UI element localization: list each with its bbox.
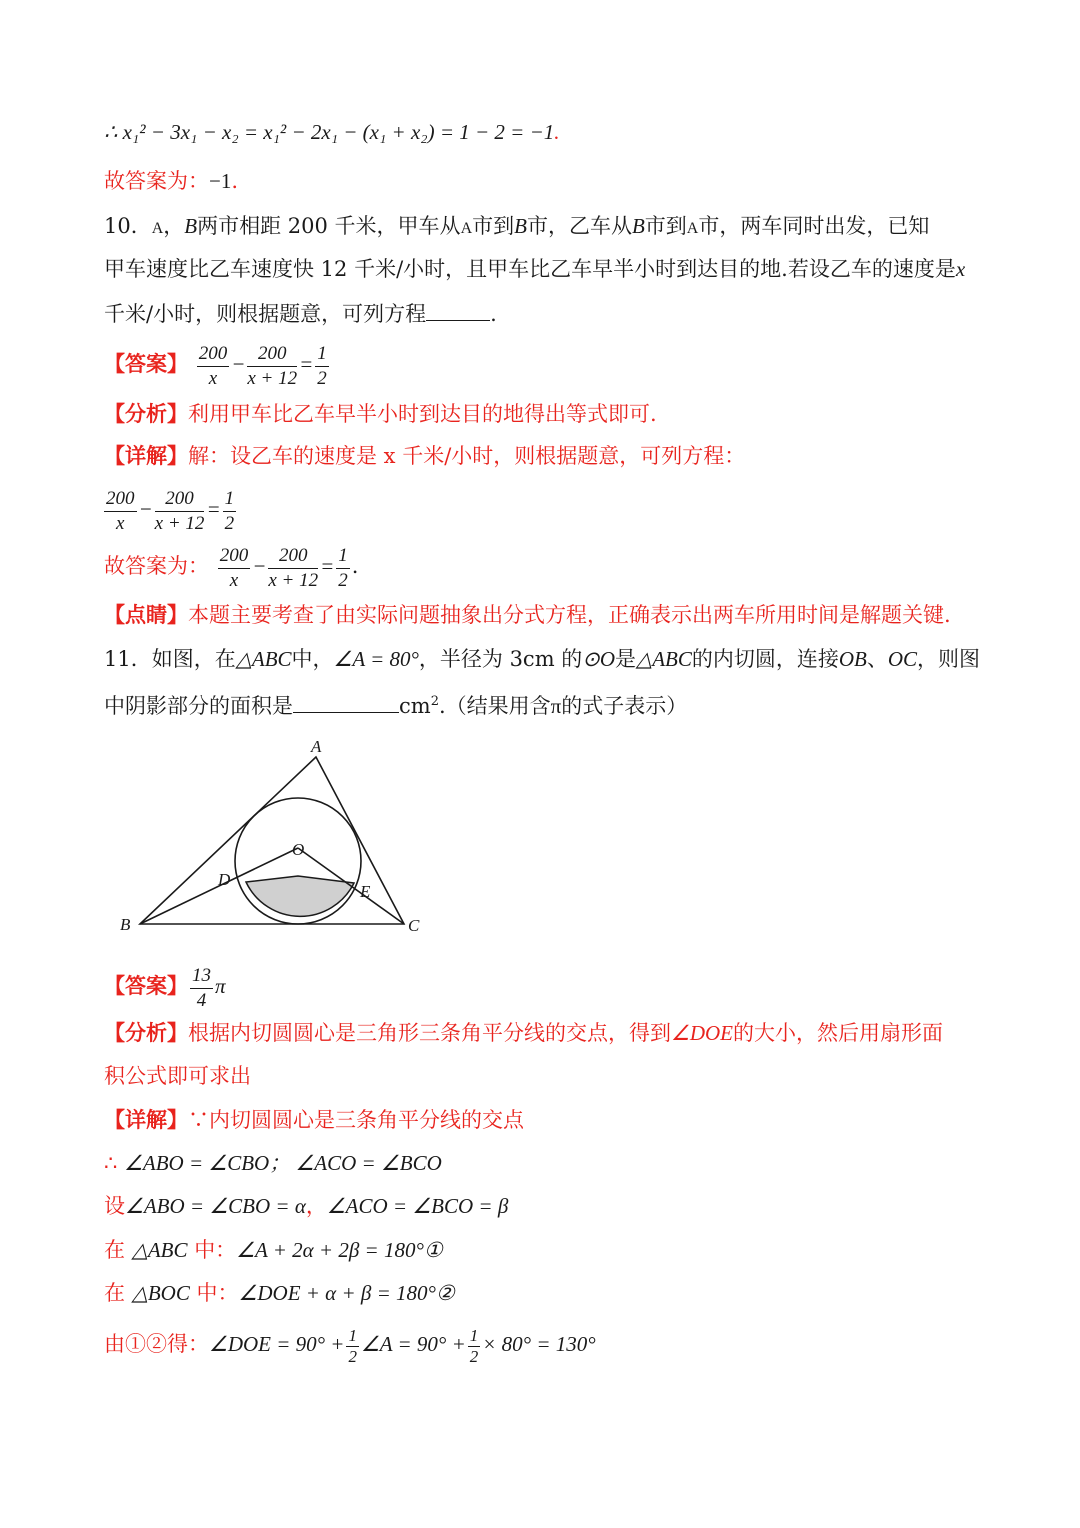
detail-text: ∵内切圆圆心是三条角平分线的交点 — [188, 1108, 524, 1132]
circle-o: ⊙O — [582, 647, 616, 671]
comment-10 — [104, 600, 980, 630]
answer-blank — [293, 690, 399, 713]
step-1 — [104, 1148, 980, 1178]
step-label: 设 — [104, 1194, 125, 1218]
fraction: $\frac{1}{2}$ — [338, 544, 348, 591]
comment-text: 本题主要考查了由实际问题抽象出分式方程，正确表示出两车所用时间是解题关键. — [188, 603, 951, 627]
period: . — [554, 120, 560, 144]
unit-exponent: 2 — [430, 694, 439, 709]
variable-x: x — [955, 257, 966, 281]
detail-10 — [104, 441, 980, 471]
step-label: 在 — [104, 1238, 125, 1262]
city-b: B — [631, 214, 645, 238]
triangle-boc: △BOC — [131, 1281, 190, 1305]
analysis-11-line-2 — [104, 1061, 980, 1091]
text: 市，两车同时出发，已知 — [698, 214, 930, 238]
detail-text: 解：设乙车的速度是 x 千米/小时，则根据题意，可列方程： — [188, 444, 746, 468]
step-4 — [104, 1278, 980, 1308]
detail-label: 【详解】 — [104, 443, 188, 468]
step-math: ∠ABO = ∠CBO = α — [125, 1194, 306, 1218]
fraction: $\frac{200}{x}$ — [106, 487, 135, 534]
city-b: B — [514, 214, 527, 238]
separator: 、 — [866, 647, 888, 671]
fraction: $\frac{200}{x}$ — [198, 342, 228, 389]
fraction: $\frac{200}{x}$ — [219, 544, 249, 591]
step-label: 在 — [104, 1281, 125, 1305]
angle-doe: ∠DOE — [671, 1021, 733, 1045]
label-o: O — [292, 840, 305, 859]
question-10-line-3 — [104, 298, 980, 329]
triangle-abc: △ABC — [131, 1238, 188, 1262]
text: ，则图 — [917, 647, 981, 671]
answer-label: 【答案】 — [104, 973, 188, 998]
step-label: 中： — [194, 1238, 237, 1262]
analysis-10 — [104, 399, 980, 429]
period: . — [490, 302, 497, 326]
step-math: ∠A + 2α + 2β = 180°① — [236, 1238, 443, 1262]
answer-statement-10: 故答案为： $\frac{200}{x}$ − $\frac{200}{x + 12}$ = $\frac{1}{2}$ . — [104, 544, 359, 591]
answer-prefix: 故答案为： — [104, 169, 209, 193]
city-a: A — [460, 220, 473, 237]
answer-10: 【答案】 $\frac{200}{x}$ − $\frac{200}{x + 12}$ = $\frac{1}{2}$ — [104, 342, 327, 389]
step-math: ∠ACO = ∠BCO = β — [326, 1194, 509, 1218]
text: 的式子表示） — [561, 694, 688, 718]
segment-oc: OC — [887, 647, 918, 671]
answer-statement-9 — [104, 166, 980, 196]
period: . — [351, 554, 359, 578]
analysis-text: 利用甲车比乙车早半小时到达目的地得出等式即可. — [188, 402, 657, 426]
equation-10: $\frac{200}{x}$ − $\frac{200}{x + 12}$ = $\frac{1}{2}$ — [106, 487, 235, 534]
text: 的内切圆，连接 — [691, 647, 839, 671]
step-label: 由①②得： — [104, 1332, 209, 1356]
pi-symbol: π — [550, 694, 562, 718]
answer-blank — [426, 298, 490, 321]
text: 市到 — [472, 214, 515, 238]
unit: cm — [399, 694, 431, 718]
question-11-line-2 — [104, 687, 980, 721]
analysis-label: 【分析】 — [104, 401, 188, 426]
text: ，半径为 3cm 的 — [418, 647, 583, 671]
step-math: ∠DOE + α + β = 180°② — [238, 1281, 455, 1305]
fraction: $\frac{1}{2}$ — [224, 487, 235, 534]
city-a: A — [151, 220, 164, 237]
analysis-label: 【分析】 — [104, 1020, 188, 1045]
label-a: A — [311, 737, 322, 756]
triangle-abc: △ABC — [636, 647, 692, 671]
answer-11 — [104, 960, 980, 1013]
fraction: $\frac{200}{x + 12}$ — [247, 342, 298, 389]
analysis-text: 的大小，然后用扇形面 — [733, 1021, 943, 1045]
question-10-line-1 — [104, 211, 980, 244]
fraction: $\frac{200}{x + 12}$ — [154, 487, 205, 534]
segment-ob: OB — [838, 647, 867, 671]
question-11-line-1 — [104, 644, 980, 674]
label-d: D — [218, 870, 231, 889]
text: 甲车速度比乙车速度快 12 千米/小时，且甲车比乙车早半小时到达目的地.若设乙车的速度是 — [104, 257, 956, 281]
comma: ， — [163, 214, 185, 238]
answer-label: 【答案】 — [104, 351, 188, 376]
step-5: 由①②得：∠DOE = 90° + $\frac{1}{2}$ ∠A = 90° + $\frac{1}{2}$ × 80° = 130° — [104, 1325, 596, 1366]
text: 中阴影部分的面积是 — [104, 694, 293, 718]
city-a: A — [686, 220, 699, 237]
question-number: 10． — [104, 214, 152, 238]
label-b: B — [120, 915, 131, 934]
comment-label: 【点睛】 — [104, 602, 188, 627]
analysis-11-line-1 — [104, 1018, 980, 1048]
triangle-abc: △ABC — [235, 647, 292, 671]
detail-label: 【详解】 — [104, 1107, 188, 1132]
analysis-text: 根据内切圆圆心是三角形三条角平分线的交点，得到 — [188, 1021, 671, 1045]
text: 是 — [615, 647, 637, 671]
fraction: $\frac{200}{x + 12}$ — [268, 544, 319, 591]
text: 两市相距 200 千米，甲车从 — [197, 214, 461, 238]
label-e: E — [360, 882, 371, 901]
step-2 — [104, 1191, 980, 1221]
answer-value: −1 — [209, 169, 232, 193]
step-math: ∠ABO = ∠CBO； ∠ACO = ∠BCO — [124, 1151, 442, 1175]
period: . — [231, 169, 239, 193]
city-b: B — [184, 214, 198, 238]
label-c: C — [408, 916, 420, 935]
text: 市，乙车从 — [526, 214, 632, 238]
pi-symbol: π — [215, 974, 226, 998]
text: 中， — [291, 647, 334, 671]
analysis-text: 积公式即可求出 — [104, 1064, 251, 1088]
therefore-symbol: ∴ — [104, 1151, 118, 1175]
detail-11 — [104, 1105, 980, 1135]
step-label: 中： — [196, 1281, 239, 1305]
step-3 — [104, 1235, 980, 1265]
text: 千米/小时，则根据题意，可列方程 — [104, 302, 427, 326]
angle-a: ∠A = 80° — [333, 647, 419, 671]
fraction: $\frac{1}{2}$ — [348, 1325, 357, 1366]
question-10-line-2 — [104, 254, 980, 284]
derivation-math: ∴ x₁² − 3x₁ − x₂ = x₁² − 2x₁ − (x₁ + x₂) = 1 − 2 = −1 — [104, 120, 555, 144]
text: 11．如图，在 — [104, 647, 236, 671]
comma: ， — [305, 1194, 327, 1218]
fraction: $\frac{1}{2}$ — [469, 1325, 479, 1366]
incircle-figure — [104, 730, 434, 940]
answer-prefix: 故答案为： — [104, 554, 209, 578]
text: 市到 — [644, 214, 687, 238]
fraction: $\frac{13}{4}$ — [192, 964, 211, 1011]
derivation-line — [104, 117, 980, 147]
fraction: $\frac{1}{2}$ — [317, 342, 327, 389]
text: .（结果用含 — [438, 694, 551, 718]
